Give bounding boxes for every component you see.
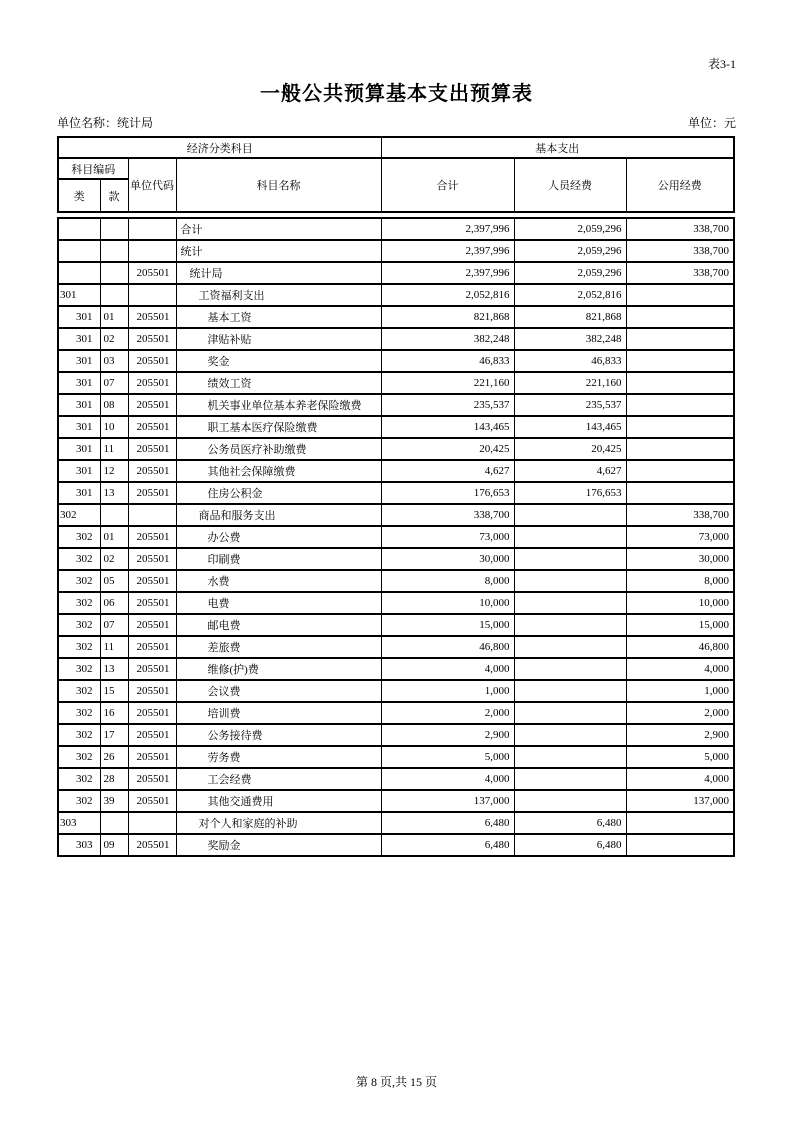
cell-section-code: 01	[100, 526, 128, 548]
cell-personnel	[514, 526, 626, 548]
cell-total: 1,000	[381, 680, 514, 702]
cell-category-code: 301	[58, 372, 100, 394]
table-row	[58, 636, 734, 658]
cell-unit-code: 205501	[128, 438, 176, 460]
cell-total: 5,000	[381, 746, 514, 768]
table-row	[58, 702, 734, 724]
cell-section-code: 01	[100, 306, 128, 328]
cell-section-code: 07	[100, 614, 128, 636]
cell-category-code: 301	[58, 416, 100, 438]
cell-category-code: 302	[58, 724, 100, 746]
cell-unit-code	[128, 504, 176, 526]
header-public-funds: 公用经费	[626, 158, 734, 212]
table-row	[58, 680, 734, 702]
unit-name-label: 单位名称：统计局	[57, 116, 154, 130]
cell-personnel: 2,059,296	[514, 218, 626, 240]
cell-public-funds: 30,000	[626, 548, 734, 570]
cell-public-funds: 338,700	[626, 504, 734, 526]
cell-subject-name: 电费	[176, 592, 381, 614]
cell-total: 821,868	[381, 306, 514, 328]
cell-section-code: 07	[100, 372, 128, 394]
cell-subject-name: 维修(护)费	[176, 658, 381, 680]
currency-unit-label: 单位：元	[687, 116, 736, 130]
cell-total: 143,465	[381, 416, 514, 438]
cell-section-code: 12	[100, 460, 128, 482]
cell-public-funds	[626, 328, 734, 350]
cell-subject-name: 统计	[176, 240, 381, 262]
cell-personnel: 382,248	[514, 328, 626, 350]
table-row	[58, 548, 734, 570]
cell-personnel	[514, 702, 626, 724]
cell-section-code: 26	[100, 746, 128, 768]
cell-personnel	[514, 504, 626, 526]
table-row	[58, 218, 734, 240]
cell-section-code	[100, 262, 128, 284]
header-unit-code: 单位代码	[128, 158, 176, 212]
cell-personnel: 2,059,296	[514, 262, 626, 284]
cell-total: 176,653	[381, 482, 514, 504]
cell-unit-code: 205501	[128, 416, 176, 438]
cell-total: 8,000	[381, 570, 514, 592]
cell-section-code: 15	[100, 680, 128, 702]
cell-total: 6,480	[381, 834, 514, 856]
cell-total: 2,397,996	[381, 240, 514, 262]
cell-public-funds	[626, 482, 734, 504]
header-basic-expenditure: 基本支出	[381, 137, 734, 158]
cell-total: 30,000	[381, 548, 514, 570]
cell-subject-name: 邮电费	[176, 614, 381, 636]
cell-total: 6,480	[381, 812, 514, 834]
cell-total: 46,800	[381, 636, 514, 658]
cell-personnel: 235,537	[514, 394, 626, 416]
cell-section-code: 10	[100, 416, 128, 438]
table-row	[58, 768, 734, 790]
cell-subject-name: 水费	[176, 570, 381, 592]
table-row	[58, 526, 734, 548]
cell-total: 15,000	[381, 614, 514, 636]
table-row	[58, 460, 734, 482]
cell-section-code: 28	[100, 768, 128, 790]
cell-public-funds	[626, 372, 734, 394]
cell-unit-code: 205501	[128, 746, 176, 768]
cell-public-funds	[626, 416, 734, 438]
cell-unit-code: 205501	[128, 328, 176, 350]
cell-total: 73,000	[381, 526, 514, 548]
cell-section-code: 11	[100, 438, 128, 460]
table-row	[58, 372, 734, 394]
cell-public-funds: 8,000	[626, 570, 734, 592]
cell-public-funds: 15,000	[626, 614, 734, 636]
cell-public-funds: 137,000	[626, 790, 734, 812]
cell-section-code	[100, 812, 128, 834]
cell-subject-name: 其他交通费用	[176, 790, 381, 812]
cell-subject-name: 印刷费	[176, 548, 381, 570]
cell-personnel: 2,052,816	[514, 284, 626, 306]
cell-category-code: 301	[58, 460, 100, 482]
table-row	[58, 394, 734, 416]
cell-subject-name: 奖金	[176, 350, 381, 372]
cell-subject-name: 会议费	[176, 680, 381, 702]
cell-unit-code	[128, 284, 176, 306]
cell-category-code: 302	[58, 636, 100, 658]
cell-public-funds: 73,000	[626, 526, 734, 548]
cell-personnel	[514, 570, 626, 592]
cell-subject-name: 住房公积金	[176, 482, 381, 504]
cell-subject-name: 津贴补贴	[176, 328, 381, 350]
cell-total: 2,397,996	[381, 262, 514, 284]
table-row	[58, 834, 734, 856]
cell-total: 2,000	[381, 702, 514, 724]
cell-section-code: 13	[100, 658, 128, 680]
cell-personnel	[514, 724, 626, 746]
budget-table-header	[57, 136, 735, 213]
cell-category-code: 303	[58, 834, 100, 856]
cell-category-code: 301	[58, 438, 100, 460]
cell-total: 4,000	[381, 768, 514, 790]
cell-category-code: 301	[58, 350, 100, 372]
cell-section-code: 08	[100, 394, 128, 416]
cell-personnel: 821,868	[514, 306, 626, 328]
header-economic-class: 经济分类科目	[58, 137, 381, 158]
cell-subject-name: 办公费	[176, 526, 381, 548]
table-row	[58, 284, 734, 306]
cell-subject-name: 劳务费	[176, 746, 381, 768]
cell-personnel	[514, 768, 626, 790]
cell-total: 2,052,816	[381, 284, 514, 306]
cell-personnel: 176,653	[514, 482, 626, 504]
cell-personnel	[514, 636, 626, 658]
cell-personnel	[514, 548, 626, 570]
table-row	[58, 240, 734, 262]
cell-category-code: 302	[58, 702, 100, 724]
cell-section-code	[100, 240, 128, 262]
cell-section-code: 11	[100, 636, 128, 658]
table-row	[58, 262, 734, 284]
cell-subject-name: 其他社会保障缴费	[176, 460, 381, 482]
cell-subject-name: 培训费	[176, 702, 381, 724]
table-row	[58, 592, 734, 614]
table-row	[58, 790, 734, 812]
cell-public-funds: 338,700	[626, 240, 734, 262]
cell-public-funds: 2,900	[626, 724, 734, 746]
cell-total: 2,900	[381, 724, 514, 746]
cell-unit-code: 205501	[128, 262, 176, 284]
table-row	[58, 658, 734, 680]
table-row	[58, 350, 734, 372]
header-category: 类	[58, 179, 100, 212]
cell-category-code	[58, 240, 100, 262]
cell-category-code: 302	[58, 746, 100, 768]
cell-total: 20,425	[381, 438, 514, 460]
cell-category-code: 302	[58, 658, 100, 680]
cell-personnel: 6,480	[514, 834, 626, 856]
header-row-columns	[58, 158, 734, 179]
cell-unit-code: 205501	[128, 526, 176, 548]
cell-unit-code: 205501	[128, 636, 176, 658]
cell-category-code: 302	[58, 768, 100, 790]
cell-category-code: 302	[58, 526, 100, 548]
cell-subject-name: 公务接待费	[176, 724, 381, 746]
cell-subject-name: 绩效工资	[176, 372, 381, 394]
cell-total: 382,248	[381, 328, 514, 350]
cell-category-code: 302	[58, 570, 100, 592]
cell-category-code: 301	[58, 482, 100, 504]
cell-section-code	[100, 504, 128, 526]
cell-public-funds: 4,000	[626, 658, 734, 680]
cell-total: 338,700	[381, 504, 514, 526]
cell-subject-name: 机关事业单位基本养老保险缴费	[176, 394, 381, 416]
cell-subject-name: 对个人和家庭的补助	[176, 812, 381, 834]
meta-row	[57, 115, 736, 131]
cell-total: 10,000	[381, 592, 514, 614]
table-row	[58, 570, 734, 592]
cell-unit-code: 205501	[128, 306, 176, 328]
cell-section-code: 02	[100, 328, 128, 350]
cell-unit-code	[128, 240, 176, 262]
page-title: 一般公共预算基本支出预算表	[260, 83, 533, 105]
cell-public-funds	[626, 350, 734, 372]
cell-personnel	[514, 680, 626, 702]
table-label: 表3-1	[708, 57, 736, 71]
cell-unit-code: 205501	[128, 460, 176, 482]
cell-public-funds: 4,000	[626, 768, 734, 790]
cell-public-funds	[626, 834, 734, 856]
cell-unit-code: 205501	[128, 680, 176, 702]
cell-section-code: 13	[100, 482, 128, 504]
cell-unit-code: 205501	[128, 394, 176, 416]
cell-category-code: 302	[58, 592, 100, 614]
cell-subject-name: 工会经费	[176, 768, 381, 790]
cell-public-funds: 1,000	[626, 680, 734, 702]
cell-unit-code: 205501	[128, 548, 176, 570]
cell-section-code: 06	[100, 592, 128, 614]
cell-personnel: 143,465	[514, 416, 626, 438]
cell-subject-name: 商品和服务支出	[176, 504, 381, 526]
cell-total: 2,397,996	[381, 218, 514, 240]
table-row	[58, 416, 734, 438]
cell-section-code	[100, 218, 128, 240]
cell-section-code: 03	[100, 350, 128, 372]
cell-subject-name: 差旅费	[176, 636, 381, 658]
cell-unit-code: 205501	[128, 790, 176, 812]
cell-personnel: 2,059,296	[514, 240, 626, 262]
table-row	[58, 438, 734, 460]
cell-total: 235,537	[381, 394, 514, 416]
cell-unit-code: 205501	[128, 768, 176, 790]
table-row	[58, 306, 734, 328]
cell-category-code: 302	[58, 680, 100, 702]
header-personnel: 人员经费	[514, 158, 626, 212]
cell-personnel: 6,480	[514, 812, 626, 834]
cell-public-funds	[626, 812, 734, 834]
cell-public-funds	[626, 306, 734, 328]
cell-subject-name: 职工基本医疗保险缴费	[176, 416, 381, 438]
cell-section-code: 09	[100, 834, 128, 856]
cell-personnel	[514, 614, 626, 636]
cell-category-code: 302	[58, 790, 100, 812]
cell-unit-code: 205501	[128, 482, 176, 504]
cell-unit-code	[128, 812, 176, 834]
cell-personnel	[514, 592, 626, 614]
cell-section-code: 05	[100, 570, 128, 592]
cell-subject-name: 公务员医疗补助缴费	[176, 438, 381, 460]
table-row	[58, 812, 734, 834]
header-row-groups	[58, 137, 734, 158]
cell-personnel	[514, 790, 626, 812]
table-row	[58, 724, 734, 746]
cell-subject-name: 工资福利支出	[176, 284, 381, 306]
cell-category-code: 302	[58, 614, 100, 636]
budget-table-body	[57, 217, 735, 857]
cell-unit-code: 205501	[128, 702, 176, 724]
cell-public-funds	[626, 394, 734, 416]
page-footer: 第 8 页,共 15 页	[355, 1075, 437, 1089]
cell-total: 4,627	[381, 460, 514, 482]
cell-subject-name: 统计局	[176, 262, 381, 284]
table-row	[58, 746, 734, 768]
cell-subject-name: 基本工资	[176, 306, 381, 328]
cell-personnel: 20,425	[514, 438, 626, 460]
cell-unit-code: 205501	[128, 614, 176, 636]
cell-public-funds	[626, 284, 734, 306]
header-total: 合计	[381, 158, 514, 212]
cell-category-code: 302	[58, 548, 100, 570]
cell-unit-code: 205501	[128, 658, 176, 680]
table-row	[58, 614, 734, 636]
table-row	[58, 504, 734, 526]
cell-section-code: 39	[100, 790, 128, 812]
cell-public-funds	[626, 460, 734, 482]
cell-personnel	[514, 746, 626, 768]
cell-total: 4,000	[381, 658, 514, 680]
cell-category-code: 303	[58, 812, 100, 834]
cell-public-funds: 338,700	[626, 218, 734, 240]
cell-category-code: 301	[58, 306, 100, 328]
cell-unit-code: 205501	[128, 724, 176, 746]
cell-subject-name: 合计	[176, 218, 381, 240]
header-subject-name: 科目名称	[176, 158, 381, 212]
cell-personnel	[514, 658, 626, 680]
table-row	[58, 482, 734, 504]
cell-public-funds: 338,700	[626, 262, 734, 284]
cell-unit-code: 205501	[128, 570, 176, 592]
cell-unit-code: 205501	[128, 834, 176, 856]
cell-unit-code: 205501	[128, 372, 176, 394]
cell-public-funds: 2,000	[626, 702, 734, 724]
cell-unit-code: 205501	[128, 350, 176, 372]
cell-total: 221,160	[381, 372, 514, 394]
cell-section-code: 16	[100, 702, 128, 724]
cell-section-code: 02	[100, 548, 128, 570]
cell-personnel: 46,833	[514, 350, 626, 372]
cell-category-code: 301	[58, 328, 100, 350]
header-subject-code: 科目编码	[58, 158, 128, 179]
cell-unit-code	[128, 218, 176, 240]
cell-subject-name: 奖励金	[176, 834, 381, 856]
table-row	[58, 328, 734, 350]
cell-section-code: 17	[100, 724, 128, 746]
cell-category-code: 301	[58, 284, 100, 306]
cell-public-funds: 5,000	[626, 746, 734, 768]
cell-category-code: 302	[58, 504, 100, 526]
cell-total: 46,833	[381, 350, 514, 372]
cell-personnel: 4,627	[514, 460, 626, 482]
cell-category-code	[58, 218, 100, 240]
cell-section-code	[100, 284, 128, 306]
cell-category-code: 301	[58, 394, 100, 416]
cell-public-funds: 10,000	[626, 592, 734, 614]
cell-public-funds	[626, 438, 734, 460]
cell-personnel: 221,160	[514, 372, 626, 394]
cell-category-code	[58, 262, 100, 284]
header-section: 款	[100, 179, 128, 212]
cell-public-funds: 46,800	[626, 636, 734, 658]
cell-total: 137,000	[381, 790, 514, 812]
cell-unit-code: 205501	[128, 592, 176, 614]
